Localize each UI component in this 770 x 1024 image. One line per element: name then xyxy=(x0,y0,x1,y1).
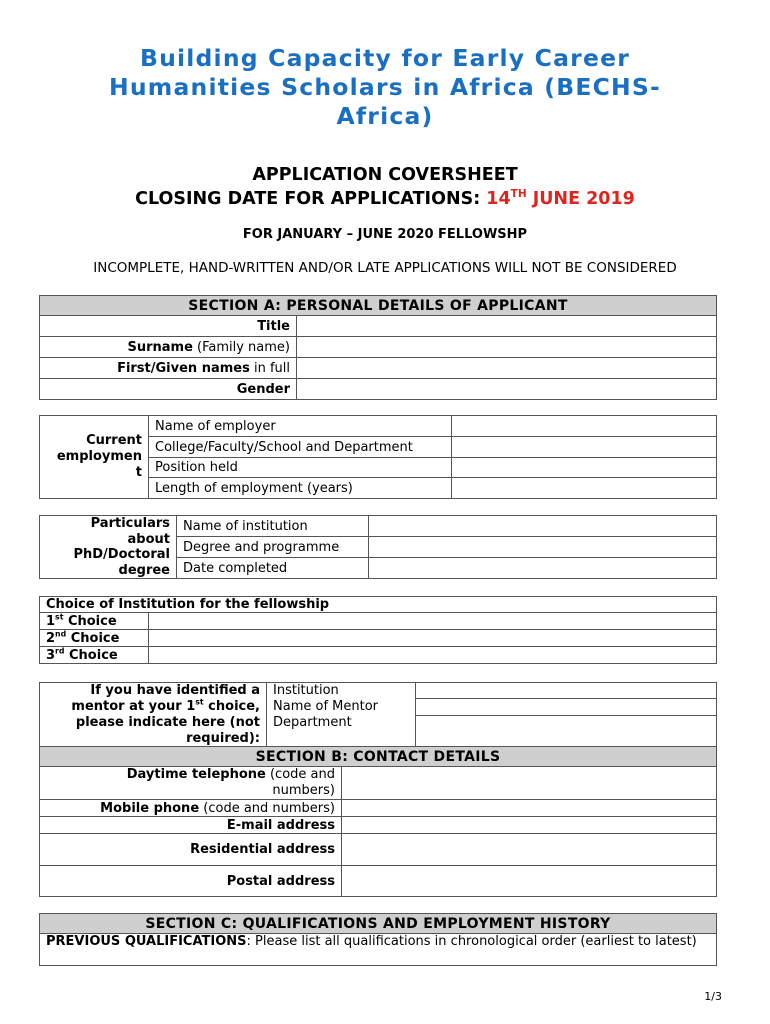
choice-3-sup: rd xyxy=(55,646,65,656)
choice-3-num: 3 xyxy=(46,647,56,663)
mentor-label-sup: st xyxy=(195,697,204,707)
postal-field[interactable] xyxy=(342,866,717,897)
section-b-heading: SECTION B: CONTACT DETAILS xyxy=(40,747,717,767)
employer-label: Name of employer xyxy=(149,416,452,437)
surname-field[interactable] xyxy=(297,337,717,358)
phd-label-line-2: about xyxy=(127,531,170,547)
choice-1-num: 1 xyxy=(46,613,56,629)
choice-2-num: 2 xyxy=(46,630,56,646)
employment-table xyxy=(39,415,717,499)
email-label: E-mail address xyxy=(40,817,342,834)
surname-hint: (Family name) xyxy=(192,339,290,355)
mobile-label-bold: Mobile phone xyxy=(100,800,200,816)
document-title xyxy=(60,44,710,131)
section-a-table xyxy=(39,295,717,400)
first-names-field[interactable] xyxy=(297,358,717,379)
mobile-field[interactable] xyxy=(342,800,717,817)
daytime-label-bold: Daytime telephone xyxy=(126,767,266,782)
closing-label: CLOSING DATE FOR APPLICATIONS: xyxy=(135,189,487,209)
length-field[interactable] xyxy=(452,478,717,499)
position-label: Position held xyxy=(149,458,452,478)
phd-institution-field[interactable] xyxy=(369,516,717,537)
notice-text: INCOMPLETE, HAND-WRITTEN AND/OR LATE APPLICATIONS WILL NOT BE CONSIDERED xyxy=(93,260,677,276)
choice-2-text: Choice xyxy=(66,630,120,646)
mentor-label-line-1: If you have identified a xyxy=(90,683,260,698)
first-names-hint: in full xyxy=(249,360,290,376)
page-number: 1/3 xyxy=(704,990,722,1003)
choice-2-label xyxy=(40,630,149,647)
residential-label: Residential address xyxy=(40,834,342,866)
title-field[interactable] xyxy=(297,316,717,337)
department-field[interactable] xyxy=(452,437,717,458)
mentor-name-label: Name of Mentor xyxy=(267,699,416,715)
title-line-3: Africa) xyxy=(336,102,434,130)
phd-table xyxy=(39,515,717,579)
first-names-label-bold: First/Given names xyxy=(117,360,250,376)
title-line-1: Building Capacity for Early Career xyxy=(139,44,631,72)
mentor-institution-label: Institution xyxy=(267,683,416,699)
choice-1-label xyxy=(40,613,149,630)
closing-day: 14 xyxy=(486,189,511,209)
phd-date-label: Date completed xyxy=(177,558,369,579)
phd-degree-field[interactable] xyxy=(369,537,717,558)
closing-date xyxy=(0,188,770,210)
mentor-label-line-3: please indicate here (not xyxy=(75,715,260,730)
daytime-label xyxy=(40,767,342,800)
prev-qual-text: : Please list all qualifications in chronological order (earliest to latest) xyxy=(246,934,697,949)
title-label: Title xyxy=(40,316,297,337)
employment-label-line-1: Current xyxy=(86,433,142,448)
mentor-label-line-4: required): xyxy=(186,731,260,746)
employment-label-line-2: employmen xyxy=(56,449,142,464)
length-label: Length of employment (years) xyxy=(149,478,452,499)
daytime-field[interactable] xyxy=(342,767,717,800)
mentor-label-line-2 xyxy=(46,699,260,715)
section-a-heading: SECTION A: PERSONAL DETAILS OF APPLICANT xyxy=(40,296,717,316)
daytime-hint: (code and xyxy=(265,767,335,782)
daytime-hint-2: numbers) xyxy=(272,783,335,798)
fellowship-period: FOR JANUARY – JUNE 2020 FELLOWSHP xyxy=(242,227,528,242)
closing-rest: JUNE 2019 xyxy=(526,189,635,209)
choice-3-text: Choice xyxy=(64,647,118,663)
mobile-hint: (code and numbers) xyxy=(199,800,335,816)
first-names-label xyxy=(40,358,297,379)
coversheet-heading: APPLICATION COVERSHEET xyxy=(252,165,518,185)
employer-field[interactable] xyxy=(452,416,717,437)
surname-label xyxy=(40,337,297,358)
section-b-table xyxy=(39,746,717,897)
postal-label: Postal address xyxy=(40,866,342,897)
mentor-label-l2a: mentor at your 1 xyxy=(71,699,196,714)
prev-qual-label: PREVIOUS QUALIFICATIONS xyxy=(46,934,247,949)
mobile-label xyxy=(40,800,342,817)
choice-3-label xyxy=(40,647,149,664)
mentor-department-label: Department xyxy=(267,715,416,748)
closing-date-value xyxy=(486,189,635,209)
mentor-name-field[interactable] xyxy=(416,699,717,715)
choice-2-sup: nd xyxy=(55,629,67,639)
previous-qualifications xyxy=(40,934,717,966)
employment-label xyxy=(40,416,149,499)
phd-label xyxy=(40,516,177,579)
position-field[interactable] xyxy=(452,458,717,478)
choice-2-field[interactable] xyxy=(149,630,717,647)
phd-date-field[interactable] xyxy=(369,558,717,579)
gender-label: Gender xyxy=(40,379,297,400)
closing-sup: TH xyxy=(510,188,527,201)
surname-label-bold: Surname xyxy=(127,339,193,355)
choice-3-field[interactable] xyxy=(149,647,717,664)
title-line-2: Humanities Scholars in Africa (BECHS- xyxy=(108,73,661,101)
residential-field[interactable] xyxy=(342,834,717,866)
department-label: College/Faculty/School and Department xyxy=(149,437,452,458)
phd-label-line-1: Particulars xyxy=(90,516,170,531)
mentor-label-l2b: choice, xyxy=(203,699,260,714)
choice-table xyxy=(39,596,717,664)
phd-label-line-4: degree xyxy=(118,562,170,578)
mentor-table xyxy=(39,682,717,748)
email-field[interactable] xyxy=(342,817,717,834)
gender-field[interactable] xyxy=(297,379,717,400)
choice-1-sup: st xyxy=(55,612,64,622)
mentor-institution-field[interactable] xyxy=(416,683,717,699)
mentor-label xyxy=(40,683,267,748)
phd-degree-label: Degree and programme xyxy=(177,537,369,558)
choice-heading: Choice of Institution for the fellowship xyxy=(40,597,717,613)
section-c-table xyxy=(39,913,717,966)
choice-1-text: Choice xyxy=(63,613,117,629)
mentor-department-field[interactable] xyxy=(416,715,717,748)
employment-label-line-3: t xyxy=(135,465,142,480)
choice-1-field[interactable] xyxy=(149,613,717,630)
section-c-heading: SECTION C: QUALIFICATIONS AND EMPLOYMENT HISTORY xyxy=(40,914,717,934)
phd-institution-label: Name of institution xyxy=(177,516,369,537)
phd-label-line-3: PhD/Doctoral xyxy=(73,547,170,562)
